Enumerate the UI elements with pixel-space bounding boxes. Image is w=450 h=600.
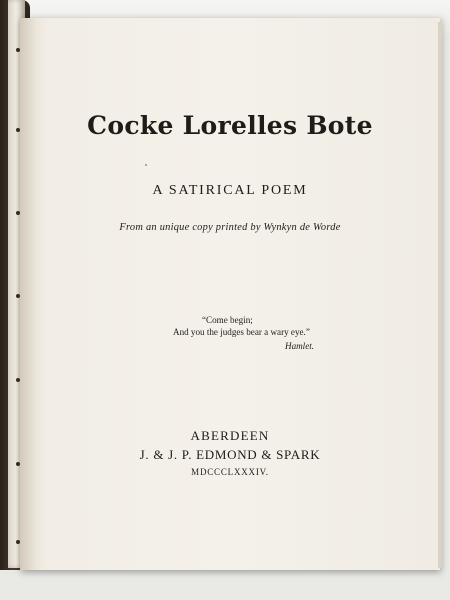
paper-mark (145, 164, 147, 166)
page-edge (438, 22, 442, 568)
publication-year: MDCCCLXXXIV. (191, 467, 269, 477)
title-page (20, 18, 440, 570)
publisher-name: J. & J. P. EDMOND & SPARK (139, 447, 321, 462)
epigraph-attribution: Hamlet. (285, 341, 315, 351)
book-subtitle: A SATIRICAL POEM (152, 183, 308, 198)
publication-place: ABERDEEN (190, 428, 270, 443)
page-fold-shadow (20, 18, 38, 570)
epigraph-line-2: And you the judges bear a wary eye.” (173, 327, 310, 337)
source-note: From an unique copy printed by Wynkyn de Worde (119, 222, 341, 233)
epigraph-line-1: “Come begin; (202, 315, 253, 325)
book-title: Cocke Lorelles Bote (87, 111, 373, 140)
